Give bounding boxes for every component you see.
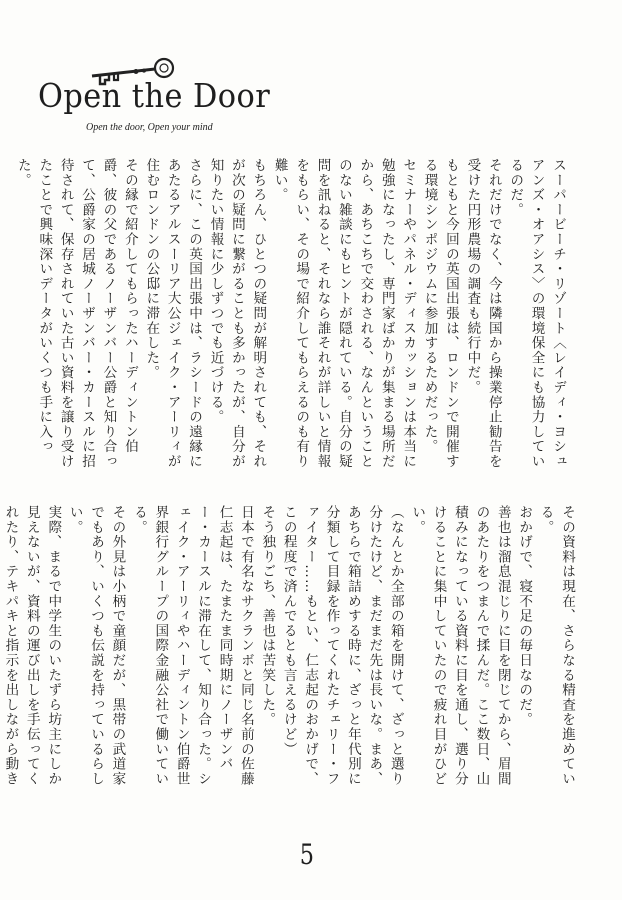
paragraph: おかげで、寝不足の毎日なのだ。 <box>516 505 533 727</box>
logo-subtitle: Open the door, Open your mind <box>86 122 213 133</box>
paragraph: 日本で有名なサクランボと同じ名前の佐藤仁志起は、たまたま同時期にノーザンバー・カースルに滞在して、知り合った。シェイク・アーリィやハーディントン伯爵世界銀行グループの国際金融公社で働いている。 <box>130 505 254 787</box>
upper-text-block <box>11 158 568 476</box>
paragraph: セミナーやパネル・ディスカッションは本当に勉強になったし、専門家ばかりが集まる場所だから、あちこちで交わされる、なんということのない雑談にもヒントが隠れている。自分の疑問を訊ねると、それなら誰それが詳しいと情報をもらい、その場で紹介してもらえるのも有り難い。 <box>271 158 417 469</box>
paragraph: （なんとか全部の箱を開けて、ざっと選り分けたけど、まだまだ先は長いな。まあ、あちらで箱詰めする時に、ざっと年代別に分類して目録を作ってくれたチェリー・ファイター……もとい、仁志起のおかげで、この程度で済んでるとも言えるけど） <box>280 505 404 787</box>
paragraph: もともと今回の英国出張は、ロンドンで開催する環境シンポジウムに参加するためだった。 <box>421 158 459 469</box>
logo <box>38 48 271 138</box>
logo-title: Open the Door <box>38 76 271 115</box>
paragraph: その外見は小柄で童顔だが、黒帯の武道家でもあり、いくつも伝説を持っているらしい。 <box>66 505 126 787</box>
paragraph: 実際、まるで中学生のいたずら坊主にしか見えないが、資料の運び出しを手伝ってくれたり、テキパキと指示を出しながら動き <box>2 505 62 787</box>
paragraph: その縁で紹介してもらったハーディントン伯爵、彼の父であるノーザンバー公爵と知り合って、公爵家の居城ノーザンバー・カースルに招待されて、保存されていた古い資料を譲り受けたことで興味深いデータがいくつも手に入った。 <box>14 158 138 469</box>
paragraph: スーパービーチ・リゾート〈レイディ・ヨシュアンズ・オアシス〉の環境保全にも協力しているのだ。 <box>507 158 566 469</box>
paragraph: その資料は現在、さらなる精査を進めている。 <box>537 505 575 787</box>
lower-text-block <box>0 505 577 795</box>
paragraph: さらに、この英国出張中は、ラシードの遠縁にあたるアルスーリア大公ジェイク・アーリィが住むロンドンの公邸に滞在した。 <box>143 158 203 469</box>
paragraph: それだけでなく、今は隣国から操業停止勧告を受けた円形農場の調査も続行中だ。 <box>464 158 502 469</box>
paragraph: そう独りごち、善也は苦笑した。 <box>259 505 276 727</box>
paragraph: 善也は溜息混じりに目を閉じてから、眉間のあたりをつまんで揉んだ。ここ数日、山積みになっている資料に目を通し、選り分けることに集中していたので疲れ目がひどい。 <box>409 505 511 787</box>
page-number: 5 <box>299 838 315 871</box>
paragraph: もちろん、ひとつの疑問が解明されても、それが次の疑問に繋がることも多かったが、自分が知りたい情報に少しずつでも近づける。 <box>207 158 267 469</box>
